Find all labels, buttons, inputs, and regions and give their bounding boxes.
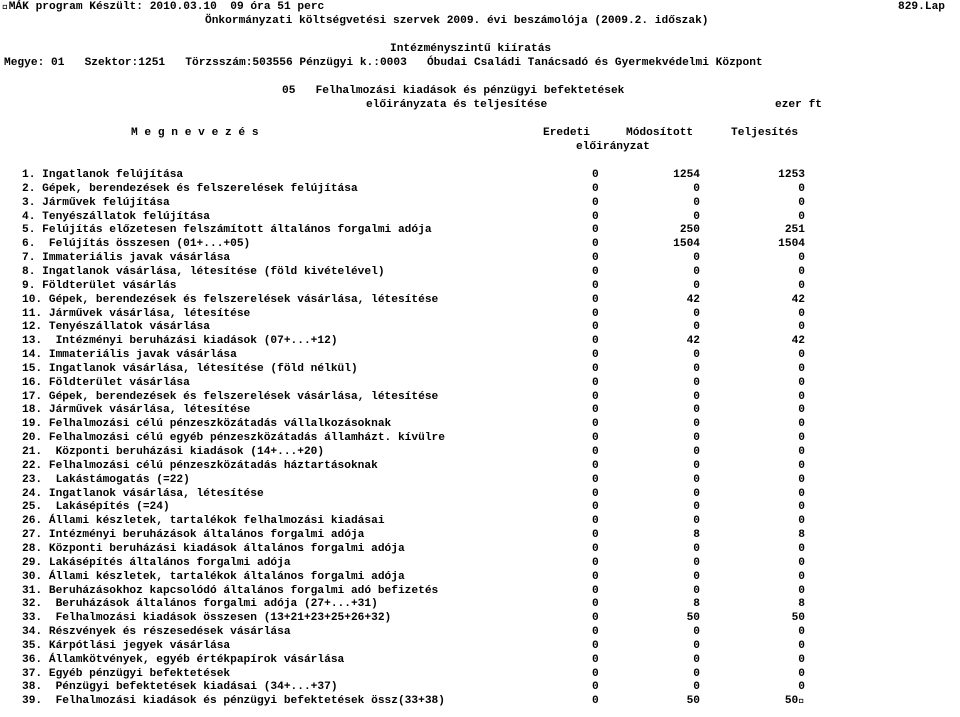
row-label: 7. Immateriális javak vásárlása <box>22 252 231 265</box>
teljesites-value: 42 <box>791 293 805 306</box>
modositott-value: 1254 <box>673 169 700 181</box>
row-label: 14. Immateriális javak vásárlása <box>22 349 237 362</box>
eredeti-value: 0 <box>592 653 599 666</box>
table-row <box>0 529 960 543</box>
row-label: 21. Központi beruházási kiadások (14+...+20) <box>22 446 325 458</box>
table-row <box>0 695 960 709</box>
eredeti-value: 0 <box>592 501 599 514</box>
col-teljesites-header: Teljesítés <box>731 127 799 139</box>
eredeti-value: 0 <box>592 446 599 458</box>
report-subtitle: Önkormányzati költségvetési szervek 2009. évi beszámolója (2009.2. időszak) <box>205 15 709 27</box>
table-row <box>0 598 960 612</box>
eredeti-value: 0 <box>592 570 599 583</box>
eredeti-value: 0 <box>592 224 599 237</box>
teljesites-value: 0 <box>798 182 805 195</box>
table-row <box>0 377 960 391</box>
eredeti-value: 0 <box>592 598 599 611</box>
teljesites-value: 0 <box>798 515 805 528</box>
teljesites-value: 0 <box>798 542 805 555</box>
table-row <box>0 349 960 363</box>
section-subtitle: előirányzata és teljesítése <box>366 99 548 111</box>
eredeti-value: 0 <box>592 459 599 472</box>
eredeti-value: 0 <box>592 432 599 445</box>
table-row <box>0 432 960 446</box>
eredeti-value: 0 <box>592 612 599 625</box>
teljesites-value: 0 <box>798 570 805 583</box>
eredeti-value: 0 <box>592 681 599 694</box>
table-row <box>0 391 960 405</box>
table-row <box>0 543 960 557</box>
modositott-value: 0 <box>693 446 700 458</box>
row-label: 8. Ingatlanok vásárlása, létesítése (föld kivételével) <box>22 265 385 278</box>
modositott-value: 250 <box>679 224 700 237</box>
teljesites-value: 0 <box>798 390 805 403</box>
row-label: 16. Földterület vásárlása <box>22 376 190 389</box>
teljesites-value: 0 <box>798 626 805 639</box>
teljesites-value: 0 <box>798 459 805 472</box>
teljesites-value: 1253 <box>778 169 805 181</box>
modositott-value: 0 <box>693 182 700 195</box>
eredeti-value: 0 <box>592 626 599 639</box>
modositott-value: 0 <box>693 542 700 555</box>
eredeti-value: 0 <box>592 210 599 223</box>
table-row <box>0 654 960 668</box>
table-row <box>0 626 960 640</box>
modositott-value: 0 <box>693 667 700 680</box>
eredeti-value: 0 <box>592 515 599 528</box>
teljesites-value: 8 <box>798 598 805 611</box>
row-label: 28. Központi beruházási kiadások általános forgalmi adója <box>22 542 405 555</box>
modositott-value: 0 <box>693 584 700 597</box>
teljesites-value: 0 <box>798 349 805 362</box>
row-label: 32. Beruházások általános forgalmi adója (27+...+31) <box>22 598 378 611</box>
teljesites-value: 0 <box>798 432 805 445</box>
modositott-value: 0 <box>693 404 700 417</box>
table-row <box>0 197 960 211</box>
teljesites-value: 50 <box>791 612 805 625</box>
teljesites-value: 0 <box>798 307 805 320</box>
eredeti-value: 0 <box>592 639 599 652</box>
table-row <box>0 280 960 294</box>
teljesites-value: 0 <box>798 584 805 597</box>
table-row <box>0 169 960 183</box>
teljesites-value: 0 <box>798 252 805 265</box>
table-row <box>0 488 960 502</box>
table-row <box>0 474 960 488</box>
teljesites-value: 0 <box>798 501 805 514</box>
program-line:  MÁK program Készült: 2010.03.10 09 óra 51 perc <box>2 1 325 13</box>
teljesites-value: 251 <box>784 224 805 237</box>
modositott-value: 0 <box>693 473 700 486</box>
eredeti-value: 0 <box>592 321 599 334</box>
table-row <box>0 238 960 252</box>
eredeti-value: 0 <box>592 252 599 265</box>
eredeti-value: 0 <box>592 556 599 569</box>
row-label: 11. Járművek vásárlása, létesítése <box>22 307 251 320</box>
modositott-value: 0 <box>693 196 700 209</box>
row-label: 37. Egyéb pénzügyi befektetések <box>22 667 231 680</box>
eredeti-value: 0 <box>592 667 599 680</box>
teljesites-value: 0 <box>798 667 805 680</box>
teljesites-value: 1504 <box>778 238 805 251</box>
teljesites-value: 0 <box>798 404 805 417</box>
table-row <box>0 585 960 599</box>
table-row <box>0 183 960 197</box>
table-row <box>0 404 960 418</box>
table-row <box>0 335 960 349</box>
modositott-value: 0 <box>693 459 700 472</box>
modositott-value: 0 <box>693 487 700 500</box>
teljesites-value: 0 <box>798 362 805 375</box>
row-label: 24. Ingatlanok vásárlása, létesítése <box>22 487 264 500</box>
row-label: 30. Állami készletek, tartalékok általános forgalmi adója <box>22 570 405 583</box>
row-label: 6. Felújítás összesen (01+...+05) <box>22 238 251 251</box>
table-row <box>0 612 960 626</box>
table-row <box>0 211 960 225</box>
table-row <box>0 294 960 308</box>
teljesites-value: 0 <box>798 418 805 431</box>
eredeti-value: 0 <box>592 404 599 417</box>
eredeti-value: 0 <box>592 542 599 555</box>
section-title: 05 Felhalmozási kiadások és pénzügyi befektetések <box>282 85 625 97</box>
row-label: 20. Felhalmozási célú egyéb pénzeszközátadás államházt. kívülre <box>22 432 445 445</box>
row-label: 33. Felhalmozási kiadások összesen (13+21+23+25+26+32) <box>22 612 392 625</box>
row-label: 19. Felhalmozási célú pénzeszközátadás vállalkozásoknak <box>22 418 392 431</box>
eredeti-value: 0 <box>592 695 599 708</box>
row-label: 17. Gépek, berendezések és felszerelések vásárlása, létesítése <box>22 390 439 403</box>
modositott-value: 0 <box>693 639 700 652</box>
modositott-value: 0 <box>693 418 700 431</box>
table-row <box>0 681 960 695</box>
eredeti-value: 0 <box>592 390 599 403</box>
row-label: 9. Földterület vásárlás <box>22 279 177 292</box>
teljesites-value: 42 <box>791 335 805 348</box>
row-label: 26. Állami készletek, tartalékok felhalmozási kiadásai <box>22 515 385 528</box>
teljesites-value: 0 <box>798 265 805 278</box>
modositott-value: 0 <box>693 515 700 528</box>
table-row <box>0 418 960 432</box>
teljesites-value: 0 <box>798 376 805 389</box>
col-name-header: M e g n e v e z é s <box>131 127 259 139</box>
row-label: 35. Kárpótlási jegyek vásárlása <box>22 639 231 652</box>
row-label: 25. Lakásépítés (=24) <box>22 501 170 514</box>
modositott-value: 8 <box>693 598 700 611</box>
eredeti-value: 0 <box>592 196 599 209</box>
row-label: 18. Járművek vásárlása, létesítése <box>22 404 251 417</box>
table-row <box>0 308 960 322</box>
modositott-value: 0 <box>693 390 700 403</box>
row-label: 22. Felhalmozási célú pénzeszközátadás háztartásoknak <box>22 459 378 472</box>
modositott-value: 0 <box>693 321 700 334</box>
eredeti-value: 0 <box>592 307 599 320</box>
eredeti-value: 0 <box>592 584 599 597</box>
eredeti-value: 0 <box>592 238 599 251</box>
table-row <box>0 266 960 280</box>
modositott-value: 0 <box>693 681 700 694</box>
eredeti-value: 0 <box>592 376 599 389</box>
row-label: 1. Ingatlanok felújítása <box>22 169 184 181</box>
teljesites-value: 0 <box>798 210 805 223</box>
row-label: 23. Lakástámogatás (=22) <box>22 473 190 486</box>
modositott-value: 0 <box>693 626 700 639</box>
row-label: 29. Lakásépítés általános forgalmi adója <box>22 556 291 569</box>
teljesites-value: 0 <box>798 279 805 292</box>
unit-label: ezer ft <box>775 99 822 111</box>
row-label: 15. Ingatlanok vásárlása, létesítése (föld nélkül) <box>22 362 358 375</box>
modositott-value: 0 <box>693 501 700 514</box>
row-label: 4. Tenyészállatok felújítása <box>22 210 210 223</box>
eredeti-value: 0 <box>592 182 599 195</box>
eredeti-value: 0 <box>592 349 599 362</box>
table-row <box>0 224 960 238</box>
teljesites-value: 0 <box>798 681 805 694</box>
modositott-value: 0 <box>693 265 700 278</box>
teljesites-value: 0 <box>798 473 805 486</box>
eredeti-value: 0 <box>592 293 599 306</box>
modositott-value: 0 <box>693 432 700 445</box>
teljesites-value: 0 <box>798 556 805 569</box>
row-label: 2. Gépek, berendezések és felszerelések felújítása <box>22 182 358 195</box>
modositott-value: 0 <box>693 307 700 320</box>
table-row <box>0 252 960 266</box>
modositott-value: 50 <box>686 612 700 625</box>
row-label: 12. Tenyészállatok vásárlása <box>22 321 210 334</box>
table-row <box>0 321 960 335</box>
row-label: 31. Beruházásokhoz kapcsolódó általános forgalmi adó befizetés <box>22 584 439 597</box>
eredeti-value: 0 <box>592 169 599 181</box>
modositott-value: 0 <box>693 252 700 265</box>
modositott-value: 0 <box>693 570 700 583</box>
modositott-value: 0 <box>693 279 700 292</box>
table-row <box>0 668 960 682</box>
eredeti-value: 0 <box>592 335 599 348</box>
table-row <box>0 363 960 377</box>
eredeti-value: 0 <box>592 529 599 542</box>
teljesites-value: 8 <box>798 529 805 542</box>
teljesites-value: 0 <box>798 321 805 334</box>
col-modositott-header: Módosított <box>626 127 694 139</box>
modositott-value: 0 <box>693 362 700 375</box>
modositott-value: 0 <box>693 653 700 666</box>
eredeti-value: 0 <box>592 487 599 500</box>
eredeti-value: 0 <box>592 279 599 292</box>
row-label: 27. Intézményi beruházások általános forgalmi adója <box>22 529 365 542</box>
modositott-value: 1504 <box>673 238 700 251</box>
modositott-value: 0 <box>693 376 700 389</box>
row-label: 36. Államkötvények, egyéb értékpapírok vásárlása <box>22 653 345 666</box>
page-number: 829.Lap <box>898 1 945 13</box>
institution-line: Megye: 01 Szektor:1251 Törzsszám:503556 Pénzügyi k.:0003 Óbudai Családi Tanácsadó és Gyermekvédelmi Központ <box>4 57 763 69</box>
eredeti-value: 0 <box>592 362 599 375</box>
table-row <box>0 515 960 529</box>
row-label: 34. Részvények és részesedések vásárlása <box>22 626 291 639</box>
table-row <box>0 571 960 585</box>
col-eloiranyzat-header: előirányzat <box>576 141 650 153</box>
modositott-value: 50 <box>686 695 700 708</box>
teljesites-value: 0 <box>798 196 805 209</box>
modositott-value: 0 <box>693 349 700 362</box>
modositott-value: 0 <box>693 210 700 223</box>
table-row <box>0 640 960 654</box>
modositott-value: 42 <box>686 293 700 306</box>
row-label: 38. Pénzügyi befektetések kiadásai (34+...+37) <box>22 681 338 694</box>
modositott-value: 8 <box>693 529 700 542</box>
eredeti-value: 0 <box>592 473 599 486</box>
modositott-value: 42 <box>686 335 700 348</box>
teljesites-value: 0 <box>798 639 805 652</box>
eredeti-value: 0 <box>592 265 599 278</box>
table-row <box>0 460 960 474</box>
eredeti-value: 0 <box>592 418 599 431</box>
col-eredeti-header: Eredeti <box>543 127 590 139</box>
teljesites-value: 0 <box>798 446 805 458</box>
row-label: 5. Felújítás előzetesen felszámított általános forgalmi adója <box>22 224 432 237</box>
row-label: 13. Intézményi beruházási kiadások (07+...+12) <box>22 335 338 348</box>
report-type: Intézményszintű kiíratás <box>390 43 552 55</box>
row-label: 3. Járművek felújítása <box>22 196 170 209</box>
modositott-value: 0 <box>693 556 700 569</box>
teljesites-value: 0 <box>798 653 805 666</box>
table-row <box>0 501 960 515</box>
row-label: 39. Felhalmozási kiadások és pénzügyi befektetések össz(33+38) <box>22 695 445 708</box>
table-row <box>0 557 960 571</box>
row-label: 10. Gépek, berendezések és felszerelések vásárlása, létesítése <box>22 293 439 306</box>
teljesites-value: 50  <box>784 695 805 708</box>
teljesites-value: 0 <box>798 487 805 500</box>
table-row <box>0 446 960 460</box>
